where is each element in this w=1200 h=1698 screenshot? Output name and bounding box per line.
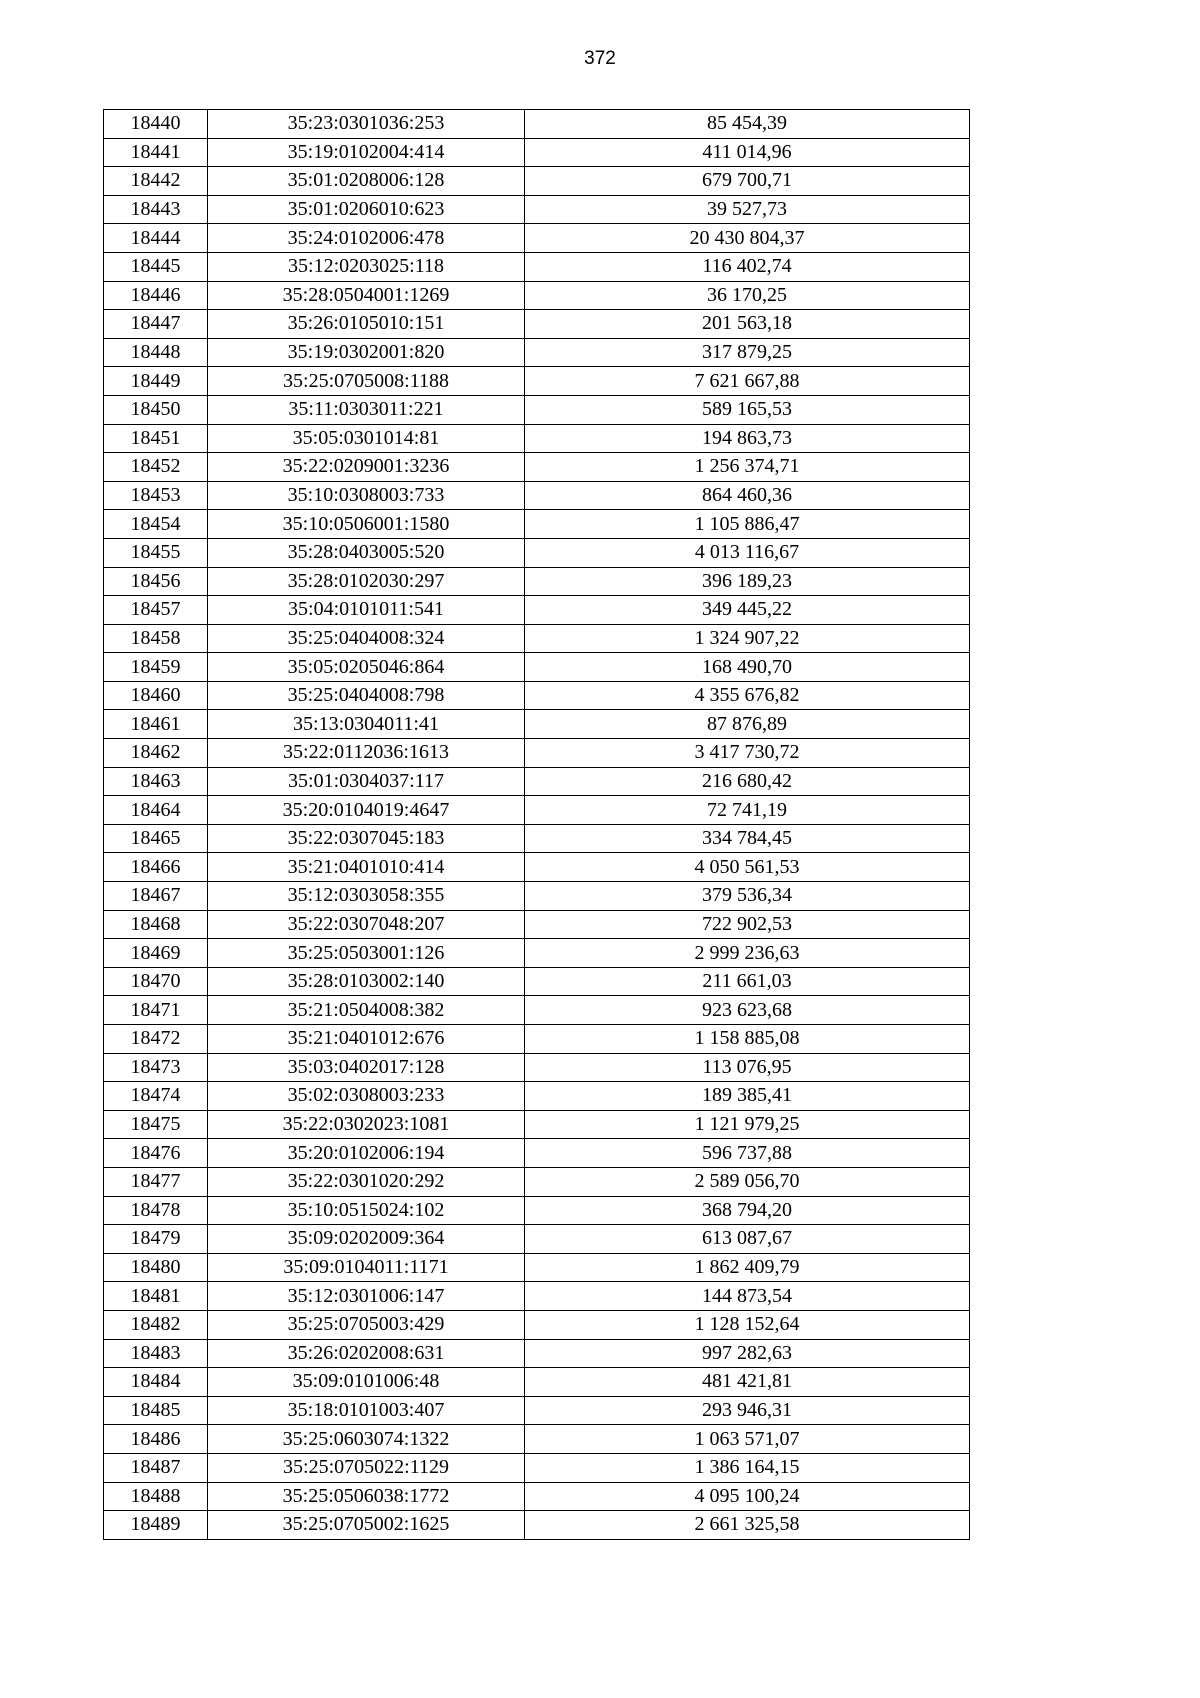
cadastral-number-cell: 35:01:0206010:623 [208,195,525,224]
row-number-cell: 18466 [104,853,208,882]
cadastral-value-table [103,109,970,1540]
cadastral-number-cell: 35:01:0304037:117 [208,767,525,796]
table-row [104,395,970,424]
cadastral-number-cell: 35:03:0402017:128 [208,1053,525,1082]
table-row [104,910,970,939]
row-number-cell: 18443 [104,195,208,224]
table-row [104,796,970,825]
cadastral-value-cell: 4 013 116,67 [525,538,970,567]
cadastral-value-cell: 211 661,03 [525,967,970,996]
table-row [104,538,970,567]
table-row [104,710,970,739]
cadastral-number-cell: 35:22:0307048:207 [208,910,525,939]
table-row [104,882,970,911]
table-row [104,1368,970,1397]
row-number-cell: 18477 [104,1167,208,1196]
cadastral-number-cell: 35:21:0401010:414 [208,853,525,882]
cadastral-number-cell: 35:21:0504008:382 [208,996,525,1025]
row-number-cell: 18458 [104,624,208,653]
cadastral-number-cell: 35:19:0302001:820 [208,338,525,367]
cadastral-number-cell: 35:25:0404008:324 [208,624,525,653]
row-number-cell: 18470 [104,967,208,996]
cadastral-value-cell: 144 873,54 [525,1282,970,1311]
cadastral-number-cell: 35:25:0603074:1322 [208,1425,525,1454]
cadastral-number-cell: 35:28:0504001:1269 [208,281,525,310]
cadastral-value-cell: 72 741,19 [525,796,970,825]
cadastral-value-cell: 1 386 164,15 [525,1453,970,1482]
cadastral-number-cell: 35:25:0705008:1188 [208,367,525,396]
row-number-cell: 18462 [104,739,208,768]
row-number-cell: 18485 [104,1396,208,1425]
row-number-cell: 18460 [104,681,208,710]
cadastral-number-cell: 35:25:0705002:1625 [208,1511,525,1540]
table-row [104,110,970,139]
row-number-cell: 18478 [104,1196,208,1225]
cadastral-number-cell: 35:21:0401012:676 [208,1025,525,1054]
table-row [104,510,970,539]
cadastral-value-cell: 1 105 886,47 [525,510,970,539]
cadastral-value-cell: 1 128 152,64 [525,1310,970,1339]
cadastral-value-cell: 334 784,45 [525,824,970,853]
cadastral-number-cell: 35:25:0404008:798 [208,681,525,710]
row-number-cell: 18487 [104,1453,208,1482]
row-number-cell: 18463 [104,767,208,796]
cadastral-number-cell: 35:25:0506038:1772 [208,1482,525,1511]
table-row [104,481,970,510]
cadastral-number-cell: 35:19:0102004:414 [208,138,525,167]
row-number-cell: 18488 [104,1482,208,1511]
row-number-cell: 18472 [104,1025,208,1054]
cadastral-value-cell: 116 402,74 [525,252,970,281]
table-row [104,1167,970,1196]
cadastral-number-cell: 35:28:0102030:297 [208,567,525,596]
cadastral-value-cell: 1 158 885,08 [525,1025,970,1054]
cadastral-value-cell: 216 680,42 [525,767,970,796]
row-number-cell: 18479 [104,1225,208,1254]
cadastral-value-cell: 293 946,31 [525,1396,970,1425]
table-row [104,1053,970,1082]
table-row [104,338,970,367]
row-number-cell: 18454 [104,510,208,539]
cadastral-value-cell: 923 623,68 [525,996,970,1025]
row-number-cell: 18453 [104,481,208,510]
row-number-cell: 18473 [104,1053,208,1082]
cadastral-number-cell: 35:26:0202008:631 [208,1339,525,1368]
cadastral-number-cell: 35:28:0103002:140 [208,967,525,996]
cadastral-number-cell: 35:22:0112036:1613 [208,739,525,768]
table-row [104,939,970,968]
table-row [104,367,970,396]
row-number-cell: 18440 [104,110,208,139]
table-row [104,596,970,625]
cadastral-value-cell: 87 876,89 [525,710,970,739]
row-number-cell: 18445 [104,252,208,281]
cadastral-number-cell: 35:12:0203025:118 [208,252,525,281]
cadastral-value-cell: 864 460,36 [525,481,970,510]
table-body [104,110,970,1540]
cadastral-number-cell: 35:13:0304011:41 [208,710,525,739]
cadastral-number-cell: 35:22:0209001:3236 [208,453,525,482]
row-number-cell: 18464 [104,796,208,825]
table-row [104,424,970,453]
table-row [104,967,970,996]
cadastral-number-cell: 35:11:0303011:221 [208,395,525,424]
cadastral-value-cell: 589 165,53 [525,395,970,424]
cadastral-value-cell: 1 324 907,22 [525,624,970,653]
cadastral-number-cell: 35:12:0303058:355 [208,882,525,911]
table-row [104,1396,970,1425]
cadastral-value-cell: 113 076,95 [525,1053,970,1082]
cadastral-number-cell: 35:09:0202009:364 [208,1225,525,1254]
cadastral-number-cell: 35:20:0104019:4647 [208,796,525,825]
table-row [104,767,970,796]
cadastral-number-cell: 35:22:0301020:292 [208,1167,525,1196]
cadastral-number-cell: 35:09:0104011:1171 [208,1253,525,1282]
row-number-cell: 18449 [104,367,208,396]
row-number-cell: 18459 [104,653,208,682]
row-number-cell: 18447 [104,310,208,339]
table-row [104,1425,970,1454]
cadastral-number-cell: 35:26:0105010:151 [208,310,525,339]
cadastral-value-cell: 596 737,88 [525,1139,970,1168]
table-row [104,167,970,196]
cadastral-number-cell: 35:01:0208006:128 [208,167,525,196]
table-row [104,252,970,281]
row-number-cell: 18476 [104,1139,208,1168]
cadastral-value-cell: 201 563,18 [525,310,970,339]
table-row [104,1139,970,1168]
cadastral-value-cell: 411 014,96 [525,138,970,167]
row-number-cell: 18444 [104,224,208,253]
table-row [104,281,970,310]
table-row [104,1253,970,1282]
cadastral-value-cell: 2 999 236,63 [525,939,970,968]
cadastral-number-cell: 35:22:0307045:183 [208,824,525,853]
cadastral-value-cell: 1 256 374,71 [525,453,970,482]
table-row [104,310,970,339]
cadastral-number-cell: 35:18:0101003:407 [208,1396,525,1425]
table-row [104,824,970,853]
cadastral-number-cell: 35:25:0705003:429 [208,1310,525,1339]
table-row [104,1196,970,1225]
cadastral-value-cell: 3 417 730,72 [525,739,970,768]
table-row [104,453,970,482]
page-number: 372 [584,48,616,69]
row-number-cell: 18483 [104,1339,208,1368]
table-row [104,624,970,653]
cadastral-number-cell: 35:22:0302023:1081 [208,1110,525,1139]
table-row [104,853,970,882]
row-number-cell: 18451 [104,424,208,453]
row-number-cell: 18455 [104,538,208,567]
table-row [104,1339,970,1368]
row-number-cell: 18489 [104,1511,208,1540]
cadastral-number-cell: 35:25:0503001:126 [208,939,525,968]
table-row [104,195,970,224]
cadastral-value-cell: 4 095 100,24 [525,1482,970,1511]
cadastral-number-cell: 35:10:0308003:733 [208,481,525,510]
table-row [104,1025,970,1054]
row-number-cell: 18465 [104,824,208,853]
row-number-cell: 18441 [104,138,208,167]
cadastral-value-cell: 379 536,34 [525,882,970,911]
cadastral-value-cell: 7 621 667,88 [525,367,970,396]
table-row [104,224,970,253]
cadastral-number-cell: 35:12:0301006:147 [208,1282,525,1311]
cadastral-value-cell: 1 063 571,07 [525,1425,970,1454]
cadastral-number-cell: 35:24:0102006:478 [208,224,525,253]
cadastral-value-cell: 39 527,73 [525,195,970,224]
cadastral-value-cell: 613 087,67 [525,1225,970,1254]
cadastral-value-cell: 349 445,22 [525,596,970,625]
table-row [104,138,970,167]
cadastral-value-cell: 481 421,81 [525,1368,970,1397]
row-number-cell: 18482 [104,1310,208,1339]
row-number-cell: 18484 [104,1368,208,1397]
cadastral-number-cell: 35:10:0506001:1580 [208,510,525,539]
table-row [104,653,970,682]
row-number-cell: 18457 [104,596,208,625]
cadastral-value-cell: 189 385,41 [525,1082,970,1111]
table-row [104,996,970,1025]
cadastral-value-cell: 2 589 056,70 [525,1167,970,1196]
row-number-cell: 18469 [104,939,208,968]
row-number-cell: 18446 [104,281,208,310]
table-row [104,1310,970,1339]
row-number-cell: 18474 [104,1082,208,1111]
cadastral-number-cell: 35:10:0515024:102 [208,1196,525,1225]
cadastral-value-cell: 4 355 676,82 [525,681,970,710]
row-number-cell: 18452 [104,453,208,482]
cadastral-number-cell: 35:28:0403005:520 [208,538,525,567]
cadastral-value-cell: 2 661 325,58 [525,1511,970,1540]
cadastral-value-cell: 4 050 561,53 [525,853,970,882]
cadastral-number-cell: 35:23:0301036:253 [208,110,525,139]
cadastral-value-cell: 20 430 804,37 [525,224,970,253]
row-number-cell: 18480 [104,1253,208,1282]
row-number-cell: 18468 [104,910,208,939]
cadastral-number-cell: 35:04:0101011:541 [208,596,525,625]
row-number-cell: 18448 [104,338,208,367]
cadastral-number-cell: 35:25:0705022:1129 [208,1453,525,1482]
cadastral-value-cell: 997 282,63 [525,1339,970,1368]
cadastral-number-cell: 35:05:0205046:864 [208,653,525,682]
cadastral-number-cell: 35:09:0101006:48 [208,1368,525,1397]
cadastral-value-cell: 368 794,20 [525,1196,970,1225]
table-row [104,1282,970,1311]
cadastral-value-cell: 36 170,25 [525,281,970,310]
row-number-cell: 18486 [104,1425,208,1454]
row-number-cell: 18450 [104,395,208,424]
cadastral-value-cell: 722 902,53 [525,910,970,939]
row-number-cell: 18481 [104,1282,208,1311]
cadastral-number-cell: 35:20:0102006:194 [208,1139,525,1168]
table-row [104,1453,970,1482]
cadastral-number-cell: 35:05:0301014:81 [208,424,525,453]
table-row [104,739,970,768]
table-row [104,567,970,596]
row-number-cell: 18471 [104,996,208,1025]
cadastral-value-cell: 194 863,73 [525,424,970,453]
table-row [104,1082,970,1111]
row-number-cell: 18442 [104,167,208,196]
row-number-cell: 18456 [104,567,208,596]
table-row [104,1110,970,1139]
cadastral-value-cell: 1 862 409,79 [525,1253,970,1282]
cadastral-number-cell: 35:02:0308003:233 [208,1082,525,1111]
cadastral-value-cell: 168 490,70 [525,653,970,682]
cadastral-value-cell: 85 454,39 [525,110,970,139]
table-row [104,681,970,710]
row-number-cell: 18475 [104,1110,208,1139]
table-row [104,1225,970,1254]
cadastral-value-cell: 317 879,25 [525,338,970,367]
table-row [104,1511,970,1540]
row-number-cell: 18467 [104,882,208,911]
cadastral-value-cell: 1 121 979,25 [525,1110,970,1139]
cadastral-value-cell: 679 700,71 [525,167,970,196]
table-row [104,1482,970,1511]
cadastral-value-cell: 396 189,23 [525,567,970,596]
row-number-cell: 18461 [104,710,208,739]
